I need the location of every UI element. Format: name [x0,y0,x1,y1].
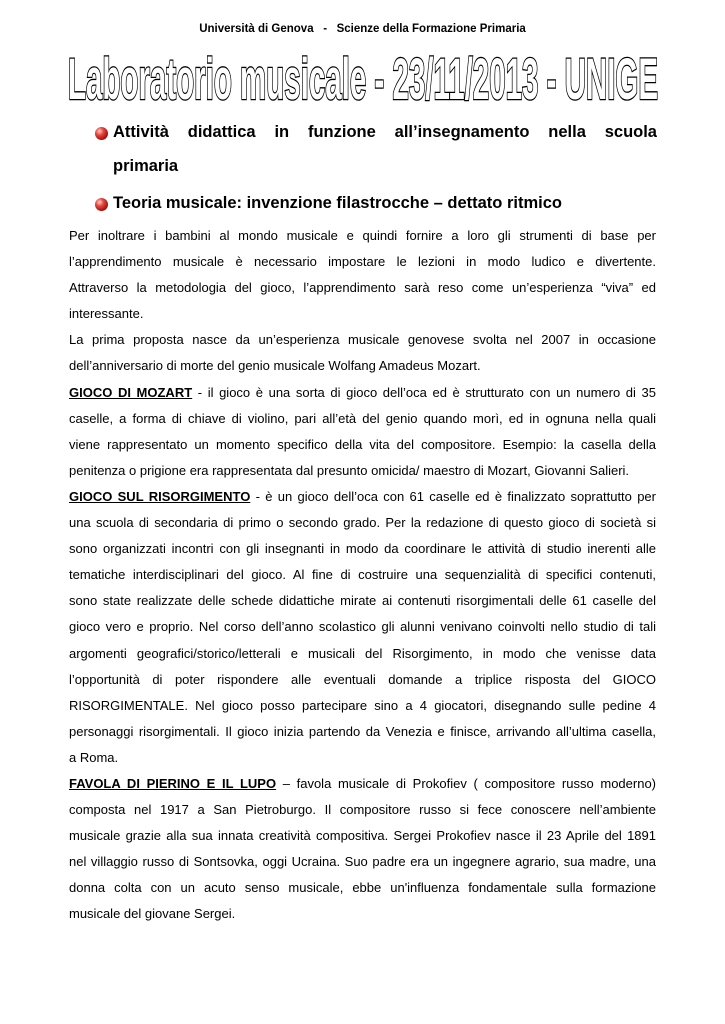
paragraph-4-line: a Roma. [69,749,119,765]
paragraph-4-line: personaggi risorgimentali. Il gioco inizia partendo da Venezia e finisce, arrivando all’ultima casella, [69,723,656,739]
body-text [69,223,656,928]
paragraph-1-line: Per inoltrare i bambini al mondo musicale e quindi fornire a loro gli strumenti di base per [69,228,656,243]
paragraph-3-line: caselle, a forma di chiave di violino, pari all’età del genio quando morì, ed in ognuna nella quali [69,410,656,426]
paragraph-4-line: RISORGIMENTALE. Nel gioco posso partecipare sino a 4 giocatori, disegnando sulle pedine 4 [69,697,656,713]
paragraph-4-line: l’opportunità di poter rispondere alle eventuali domande a triplice risposta del GIOCO [69,671,656,687]
paragraph-3-first-line [69,380,656,406]
paragraph-1-line: interessante. [69,306,144,322]
paragraph-4-line: una scuola di secondaria di primo o secondo grado. Per la redazione di questo gioco di società si [69,515,656,531]
title-graphic [66,50,660,108]
page-header: Università di Genova - Scienze della Formazione Primaria [199,23,526,35]
paragraph-1-line: l’apprendimento musicale è necessario impostare le lezioni in modo ludico e divertente. [69,254,656,270]
paragraph-5-line: donna colta con un acuto senso musicale, ebbe un'influenza fondamentale sulla formazione [69,880,656,896]
red-bullet-icon [95,127,108,140]
paragraph-5-line: musicale del giovane Sergei. [69,906,236,922]
bullet-item-2-text: Teoria musicale: invenzione filastrocche – dettato ritmico [113,194,562,212]
bullet-item-1-line1: Attività didattica in funzione all’insegnamento nella scuola [113,123,657,141]
paragraph-4-line: sono organizzati incontri con gli insegnanti in modo da coordinare le attività di studio inerenti alle [69,541,656,557]
paragraph-3-first-text: - il gioco è una sorta di gioco dell’oca ed è strutturato con un numero di 35 [192,384,656,400]
paragraph-2-line: La prima proposta nasce da un’esperienza musicale genovese svolta nel 2007 in occasione [69,332,656,348]
page-title [66,50,660,108]
paragraph-5-first-line [69,771,656,797]
paragraph-5-first-text: – favola musicale di Prokofiev ( compositore russo moderno) [276,775,657,791]
paragraph-5-line: nel villaggio russo di Sontsovka, oggi Ucraina. Suo padre era un ingegnere agrario, sua madre, una [69,854,656,870]
paragraph-4-line: sono state realizzate delle schede didattiche mirate ai contenuti risorgimentali delle 61 caselle del [69,593,656,609]
bullet-item-1-line2: primaria [113,157,179,175]
paragraph-2-line: dell’anniversario di morte del genio musicale Wolfang Amadeus Mozart. [69,358,481,374]
red-bullet-icon [95,198,108,211]
paragraph-4-line: argomenti geografici/storico/letterali e musicali del Risorgimento, in modo che venisse data [69,645,656,661]
paragraph-4-first-line [69,484,656,510]
bullet-item-2 [95,186,657,220]
title-text: Laboratorio musicale - 23/11/2013 - UNIGE [68,50,658,108]
paragraph-3-line: viene rappresentato un momento specifico della vita del compositore. Esempio: la casella della [69,436,656,452]
paragraph-1-line: Attraverso la metodologia del gioco, l’apprendimento sarà reso come un’esperienza “viva” ed [69,280,656,296]
bullet-item-1 [95,115,657,183]
gioco-risorgimento-label: GIOCO SUL RISORGIMENTO [69,488,251,504]
paragraph-4-line: gioco vero e proprio. Nel corso dell’anno scolastico gli alunni venivano coinvolti nello studio di tali [69,619,656,635]
paragraph-5-line: composta nel 1917 a San Pietroburgo. Il compositore russo si fece conoscere nell’ambiente [69,802,656,818]
paragraph-4-line: tematiche interdisciplinari del gioco. Al fine di costruire una sequenzialità di specifici contenuti, [69,567,656,583]
paragraph-5-line: musicale grazie alla sua innata creatività compositiva. Sergei Prokofiev nasce il 23 Aprile del 1891 [69,828,656,844]
gioco-mozart-label: GIOCO DI MOZART [69,384,193,400]
favola-pierino-label: FAVOLA DI PIERINO E IL LUPO [69,775,277,791]
paragraph-4-first-text: - è un gioco dell’oca con 61 caselle ed è finalizzato soprattutto per [250,488,656,504]
paragraph-3-line: penitenza o prigione era rappresentata dal presunto omicida/ maestro di Mozart, Giovanni Salieri. [69,462,630,478]
